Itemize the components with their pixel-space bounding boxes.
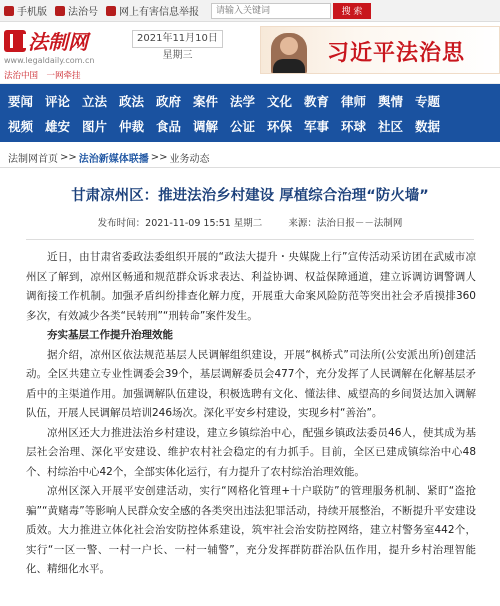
nav-item[interactable]: 调解 bbox=[192, 118, 218, 134]
article-paragraph: 据介绍，凉州区依法规范基层人民调解组织建设，开展“枫桥式”司法所(公安派出所)创建活动。全区共建立专业性调委会39个，基层调解委员会477个，充分发挥了人民调解在化解基层矛盾中的主渠道作用。加强调解队伍建设，积极选聘有文化、懂法律、威望高的乡间贤达加入调解队伍，开展人民调解员培训246场次。深化平安乡村建设，实现乡村“善治”。 bbox=[26, 348, 476, 419]
nav-item[interactable]: 文化 bbox=[266, 93, 292, 109]
article-body bbox=[0, 248, 500, 580]
nav-item[interactable]: 图片 bbox=[81, 118, 107, 134]
nav-item[interactable]: 舆情 bbox=[377, 93, 403, 109]
wechat-icon bbox=[55, 6, 65, 16]
mobile-version-link[interactable] bbox=[4, 3, 47, 18]
search-button[interactable]: 搜 索 bbox=[333, 3, 371, 19]
report-label: 网上有害信息举报 bbox=[119, 7, 199, 18]
wechat-label: 法治号 bbox=[68, 7, 98, 18]
article-paragraph: 近日，由甘肃省委政法委组织开展的“政法大提升・央媒陇上行”宣传活动采访团在武威市凉州区了解到，凉州区畅通和规范群众诉求表达、利益协调、权益保障通道，建立诉调访调警调人调衔接工作机制。加强矛盾纠纷排查化解力度，开展重大命案风险防范等突出社会矛盾摸排360多次，有效减少各类“民转刑”“刑转命”案件发生。 bbox=[26, 251, 476, 322]
article-title: 甘肃凉州区：推进法治乡村建设 厚植综合治理“防火墙” bbox=[71, 188, 429, 204]
nav-item[interactable]: 要闻 bbox=[7, 93, 33, 109]
nav-item[interactable]: 仲裁 bbox=[118, 118, 144, 134]
mobile-version-label: 手机版 bbox=[17, 7, 47, 18]
banner-text: 习近平法治思 bbox=[327, 40, 466, 66]
breadcrumb-current[interactable]: 业务动态 bbox=[169, 154, 210, 165]
nav-item[interactable]: 评论 bbox=[44, 93, 70, 109]
article-paragraph: 凉州区还大力推进法治乡村建设，建立乡镇综治中心，配强乡镇政法委员46人，使其成为基层社会治理、深化平安建设、维护农村社会稳定的有力抓手。目前，全区已建成镇综治中心48个、村综治中心42个，全部实体化运行，有力提升了农村综治治理效能。 bbox=[26, 426, 476, 478]
nav-item[interactable]: 法学 bbox=[229, 93, 255, 109]
nav-item[interactable]: 军事 bbox=[303, 118, 329, 134]
phone-icon bbox=[4, 6, 14, 16]
portrait-image bbox=[271, 33, 307, 74]
nav-item[interactable]: 立法 bbox=[81, 93, 107, 109]
publish-time: 发布时间：2021-11-09 15:51 星期二 bbox=[97, 218, 263, 229]
wechat-link[interactable] bbox=[55, 3, 98, 18]
nav-item[interactable]: 政法 bbox=[118, 93, 144, 109]
top-bar bbox=[0, 0, 500, 22]
main-nav bbox=[0, 84, 500, 142]
nav-row-2 bbox=[2, 113, 498, 138]
breadcrumb-separator: >> bbox=[60, 152, 77, 163]
date-text: 2021年11月10日 bbox=[132, 30, 223, 48]
report-icon bbox=[106, 6, 116, 16]
nav-item[interactable]: 教育 bbox=[303, 93, 329, 109]
nav-item[interactable]: 数据 bbox=[414, 118, 440, 134]
breadcrumb bbox=[0, 148, 500, 168]
article-paragraph: 凉州区深入开展平安创建活动，实行“网格化管理+十户联防”的管理服务机制、紧盯“盗抢骗”“黄赌毒”等影响人民群众安全感的各类突出违法犯罪活动，持续开展整治，不断提升平安建设质效。大力推进立体化社会治安防控体系建设，筑牢社会治安防控网络，建立村警务室442个，实行“一区一警、一村一户长、一村一辅警”，充分发挥群防群治队伍作用，提升乡村治理智能化、精细化水平。 bbox=[26, 485, 476, 575]
nav-item[interactable]: 政府 bbox=[155, 93, 181, 109]
breadcrumb-separator: >> bbox=[150, 152, 168, 163]
nav-row-1 bbox=[2, 88, 498, 113]
article-meta bbox=[0, 215, 500, 229]
logo-slogan: 法治中国 一网牵挂 bbox=[4, 71, 81, 81]
nav-item[interactable]: 环保 bbox=[266, 118, 292, 134]
date-display bbox=[132, 30, 223, 64]
nav-item[interactable]: 食品 bbox=[155, 118, 181, 134]
nav-item[interactable]: 案件 bbox=[192, 93, 218, 109]
logo-mark-icon bbox=[4, 30, 26, 52]
logo-text: 法制网 bbox=[28, 30, 88, 54]
site-header bbox=[0, 22, 500, 84]
nav-item[interactable]: 专题 bbox=[414, 93, 440, 109]
search-input[interactable] bbox=[211, 3, 331, 19]
site-logo[interactable] bbox=[4, 26, 114, 81]
nav-item[interactable]: 雄安 bbox=[44, 118, 70, 134]
nav-item[interactable]: 公证 bbox=[229, 118, 255, 134]
nav-item[interactable]: 视频 bbox=[7, 118, 33, 134]
header-banner[interactable] bbox=[260, 26, 500, 74]
article-source: 来源：法治日报－－法制网 bbox=[288, 218, 403, 229]
nav-item[interactable]: 环球 bbox=[340, 118, 366, 134]
logo-url: www.legaldaily.com.cn bbox=[4, 56, 95, 65]
breadcrumb-section[interactable]: 法治新媒体联播 bbox=[78, 154, 149, 165]
article-subtitle: 夯实基层工作提升治理效能 bbox=[47, 329, 173, 341]
nav-item[interactable]: 社区 bbox=[377, 118, 403, 134]
report-link[interactable] bbox=[106, 3, 199, 18]
divider bbox=[26, 239, 474, 240]
weekday-text: 星期三 bbox=[162, 50, 193, 61]
breadcrumb-home[interactable]: 法制网首页 bbox=[8, 154, 58, 165]
nav-item[interactable]: 律师 bbox=[340, 93, 366, 109]
